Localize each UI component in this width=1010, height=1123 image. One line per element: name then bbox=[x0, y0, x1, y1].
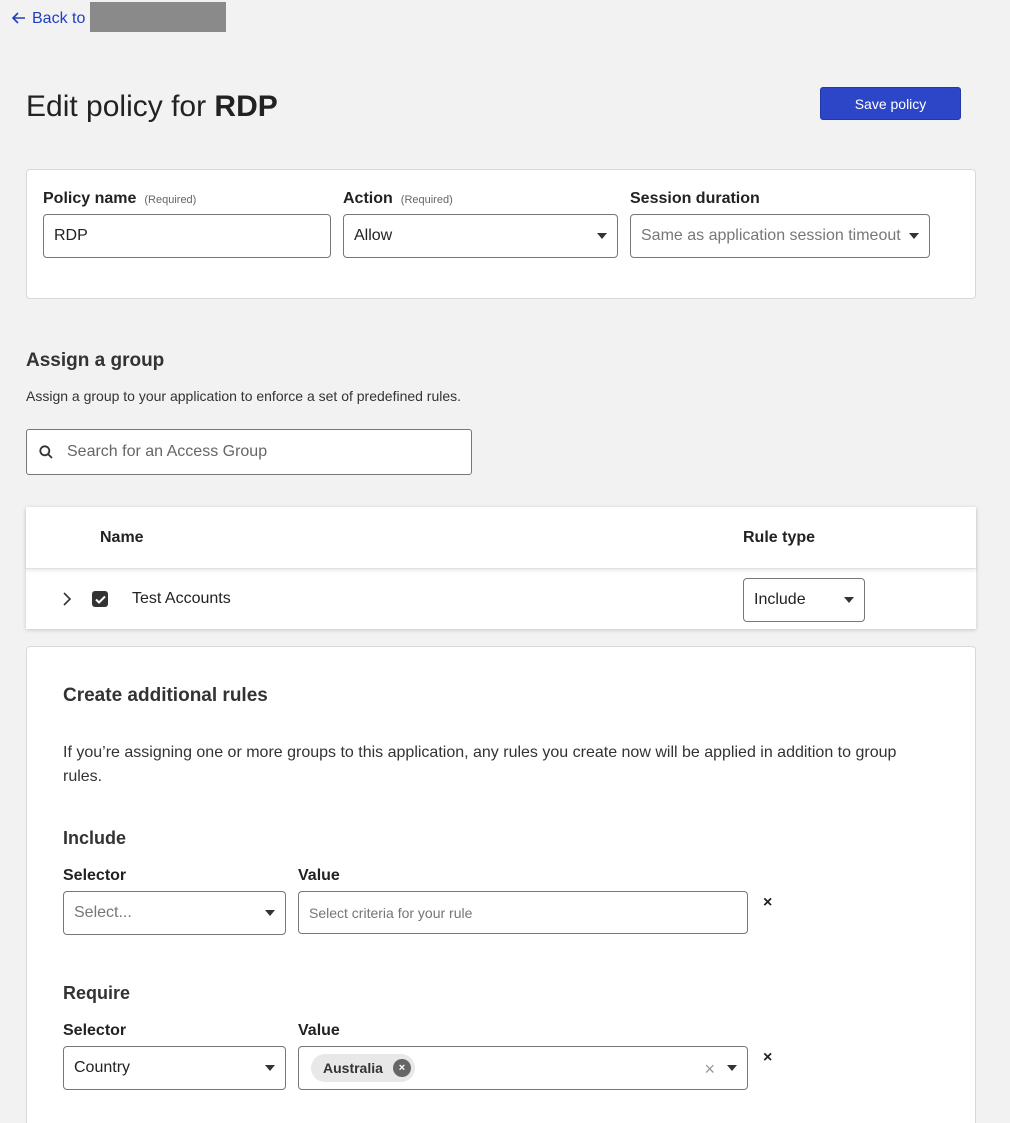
access-group-search-input[interactable] bbox=[67, 443, 447, 461]
chip-remove-icon[interactable]: × bbox=[393, 1059, 411, 1077]
page-title-prefix: Edit policy for bbox=[26, 90, 207, 123]
include-heading: Include bbox=[63, 828, 127, 848]
caret-down-icon bbox=[265, 910, 275, 916]
require-selector-value: Country bbox=[74, 1059, 131, 1076]
back-link-label: Back to bbox=[32, 10, 86, 27]
include-selector-placeholder: Select... bbox=[74, 904, 132, 921]
remove-include-rule-icon[interactable]: × bbox=[763, 894, 773, 911]
caret-down-icon bbox=[597, 233, 607, 239]
value-chip-label: Australia bbox=[323, 1060, 383, 1076]
caret-down-icon bbox=[909, 233, 919, 239]
additional-rules-card bbox=[26, 646, 976, 1123]
caret-down-icon bbox=[727, 1065, 737, 1071]
session-duration-select[interactable] bbox=[630, 214, 930, 258]
policy-name-label bbox=[43, 190, 196, 208]
back-link[interactable] bbox=[12, 8, 85, 30]
require-selector-select[interactable] bbox=[63, 1046, 286, 1090]
policy-name-label-text: Policy name bbox=[43, 190, 137, 207]
arrow-left-icon bbox=[12, 12, 26, 27]
group-checkbox[interactable] bbox=[92, 591, 108, 607]
policy-name-required: (Required) bbox=[144, 194, 197, 206]
assign-group-heading: Assign a group bbox=[26, 350, 165, 371]
clear-values-icon[interactable]: × bbox=[704, 1059, 715, 1079]
rule-type-value: Include bbox=[754, 591, 806, 608]
save-policy-button[interactable]: Save policy bbox=[820, 87, 961, 120]
remove-require-rule-icon[interactable]: × bbox=[763, 1049, 773, 1066]
action-required: (Required) bbox=[400, 194, 453, 206]
action-select-value: Allow bbox=[354, 227, 393, 244]
table-header bbox=[26, 507, 976, 569]
include-selector-select[interactable] bbox=[63, 891, 286, 935]
rule-type-select[interactable] bbox=[743, 578, 865, 622]
value-chip bbox=[311, 1054, 415, 1082]
column-header-rule-type: Rule type bbox=[743, 529, 816, 546]
additional-rules-description: If you’re assigning one or more groups to this application, any rules you create now will be applied in addition to group rules. bbox=[63, 744, 897, 785]
action-label bbox=[343, 190, 453, 208]
table-row bbox=[26, 569, 976, 629]
groups-table bbox=[26, 507, 976, 629]
session-duration-label: Session duration bbox=[630, 190, 760, 207]
require-value-label: Value bbox=[298, 1022, 340, 1039]
include-value-input[interactable] bbox=[298, 891, 748, 934]
policy-name-input[interactable] bbox=[43, 214, 331, 258]
redacted-app-name bbox=[90, 2, 226, 32]
search-icon bbox=[39, 445, 53, 459]
access-group-search[interactable] bbox=[26, 429, 472, 475]
action-select[interactable] bbox=[343, 214, 618, 258]
page-title-app: RDP bbox=[214, 90, 278, 123]
assign-group-description: Assign a group to your application to enforce a set of predefined rules. bbox=[26, 388, 462, 404]
column-header-name: Name bbox=[100, 529, 144, 546]
additional-rules-heading: Create additional rules bbox=[63, 685, 268, 706]
require-value-multiselect[interactable] bbox=[298, 1046, 748, 1090]
chevron-right-icon[interactable] bbox=[62, 591, 72, 612]
policy-settings-card bbox=[26, 169, 976, 299]
page-title bbox=[26, 90, 278, 124]
action-label-text: Action bbox=[343, 190, 393, 207]
require-selector-label: Selector bbox=[63, 1022, 127, 1039]
session-duration-placeholder: Same as application session timeout bbox=[641, 227, 901, 244]
checkmark-icon bbox=[95, 595, 106, 604]
require-heading: Require bbox=[63, 983, 131, 1003]
caret-down-icon bbox=[844, 597, 854, 603]
caret-down-icon bbox=[265, 1065, 275, 1071]
include-value-label: Value bbox=[298, 867, 340, 884]
include-selector-label: Selector bbox=[63, 867, 127, 884]
group-name: Test Accounts bbox=[132, 590, 231, 607]
